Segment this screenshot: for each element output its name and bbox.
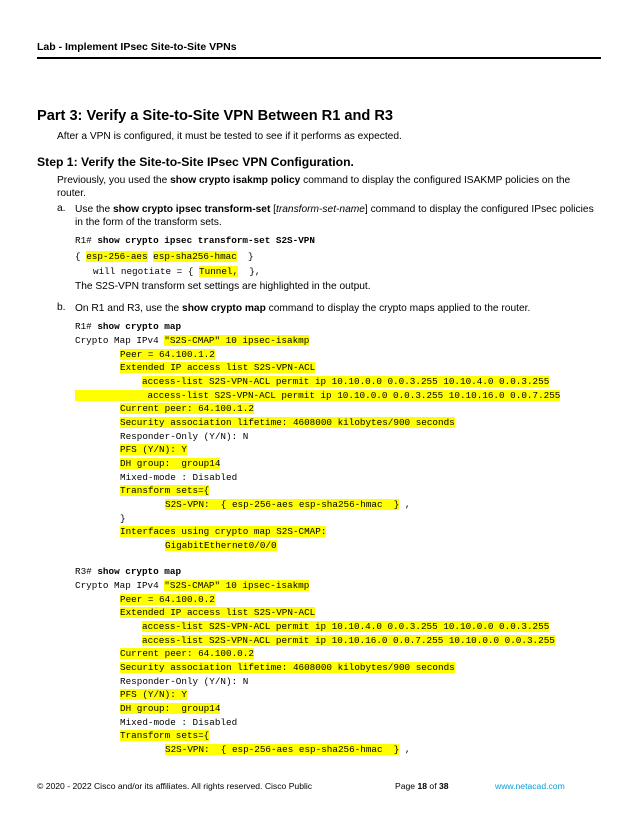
r1-current-peer-line: Current peer: 64.100.1.2 xyxy=(120,403,254,414)
r3-acl-entry-2: access-list S2S-VPN-ACL permit ip 10.10.16.0 0.0.7.255 10.10.0.0 0.0.3.255 xyxy=(142,635,555,646)
r1-interface-name: GigabitEthernet0/0/0 xyxy=(165,540,277,551)
item-a-text: Use the show crypto ipsec transform-set [transform-set-name] command to display the configured IPsec policies in the form of the transform sets. xyxy=(75,204,594,228)
r1-dh-line: DH group: group14 xyxy=(120,458,221,469)
transform-set-note: The S2S-VPN transform set settings are highlighted in the output. xyxy=(75,281,371,292)
list-marker-b: b. xyxy=(57,302,66,313)
step-body: Previously, you used the show crypto isakmp policy command to display the configured ISAKMP policies on the router. xyxy=(57,175,571,199)
r1-transform-sets-line: Transform sets={ xyxy=(120,485,210,496)
r1-command-line: R1# show crypto map xyxy=(75,321,182,332)
r3-transform-sets-line: Transform sets={ xyxy=(120,730,210,741)
header-rule xyxy=(37,57,601,59)
r1-acl-line: Extended IP access list S2S-VPN-ACL xyxy=(120,362,316,373)
r1-pfs-line: PFS (Y/N): Y xyxy=(120,444,187,455)
part-intro: After a VPN is configured, it must be tested to see if it performs as expected. xyxy=(57,131,402,142)
r1-lifetime-line: Security association lifetime: 4608000 kilobytes/900 seconds xyxy=(120,417,455,428)
list-marker-a: a. xyxy=(57,203,66,214)
r1-interfaces-line: Interfaces using crypto map S2S-CMAP: xyxy=(120,526,327,537)
part-heading: Part 3: Verify a Site-to-Site VPN Between R1 and R3 xyxy=(37,108,394,124)
r3-crypto-map-line: Crypto Map IPv4 "S2S-CMAP" 10 ipsec-isakmp xyxy=(75,580,310,591)
r1-acl-entry-1: access-list S2S-VPN-ACL permit ip 10.10.0.0 0.0.3.255 10.10.4.0 0.0.3.255 xyxy=(142,376,550,387)
code-transform-set-command: R1# show crypto ipsec transform-set S2S-VPN xyxy=(75,235,315,246)
r1-transform-set-entry: S2S-VPN: { esp-256-aes esp-sha256-hmac } , xyxy=(165,499,411,510)
r3-dh-line: DH group: group14 xyxy=(120,703,221,714)
r1-acl-entry-2: access-list S2S-VPN-ACL permit ip 10.10.0.0 0.0.3.255 10.10.16.0 0.0.7.255 xyxy=(75,389,560,402)
r3-transform-set-entry: S2S-VPN: { esp-256-aes esp-sha256-hmac } , xyxy=(165,744,411,755)
r1-responder-line: Responder-Only (Y/N): N xyxy=(120,431,249,442)
r1-peer-line: Peer = 64.100.1.2 xyxy=(120,349,215,360)
document-header-title: Lab - Implement IPsec Site-to-Site VPNs xyxy=(37,41,237,53)
r3-command-line: R3# show crypto map xyxy=(75,566,182,577)
r3-lifetime-line: Security association lifetime: 4608000 kilobytes/900 seconds xyxy=(120,662,455,673)
r3-mixed-line: Mixed-mode : Disabled xyxy=(120,717,238,728)
footer-copyright: © 2020 - 2022 Cisco and/or its affiliates. All rights reserved. Cisco Public xyxy=(37,781,313,791)
r3-peer-line: Peer = 64.100.0.2 xyxy=(120,594,215,605)
code-transform-set-line2: will negotiate = { Tunnel, }, xyxy=(93,266,261,277)
r3-responder-line: Responder-Only (Y/N): N xyxy=(120,676,249,687)
r3-current-peer-line: Current peer: 64.100.0.2 xyxy=(120,648,254,659)
r3-acl-line: Extended IP access list S2S-VPN-ACL xyxy=(120,607,316,618)
r3-pfs-line: PFS (Y/N): Y xyxy=(120,689,187,700)
r1-mixed-line: Mixed-mode : Disabled xyxy=(120,472,238,483)
footer-site-link[interactable]: www.netacad.com xyxy=(495,781,565,791)
footer-page-number: Page 18 of 38 xyxy=(395,781,449,791)
code-transform-set-line1: { esp-256-aes esp-sha256-hmac } xyxy=(75,251,254,262)
r3-acl-entry-1: access-list S2S-VPN-ACL permit ip 10.10.4.0 0.0.3.255 10.10.0.0 0.0.3.255 xyxy=(142,621,550,632)
step-heading: Step 1: Verify the Site-to-Site IPsec VPN Configuration. xyxy=(37,155,354,169)
item-b-text: On R1 and R3, use the show crypto map command to display the crypto maps applied to the router. xyxy=(75,303,531,314)
r1-transform-sets-close: } xyxy=(120,513,126,524)
r1-crypto-map-line: Crypto Map IPv4 "S2S-CMAP" 10 ipsec-isakmp xyxy=(75,335,310,346)
